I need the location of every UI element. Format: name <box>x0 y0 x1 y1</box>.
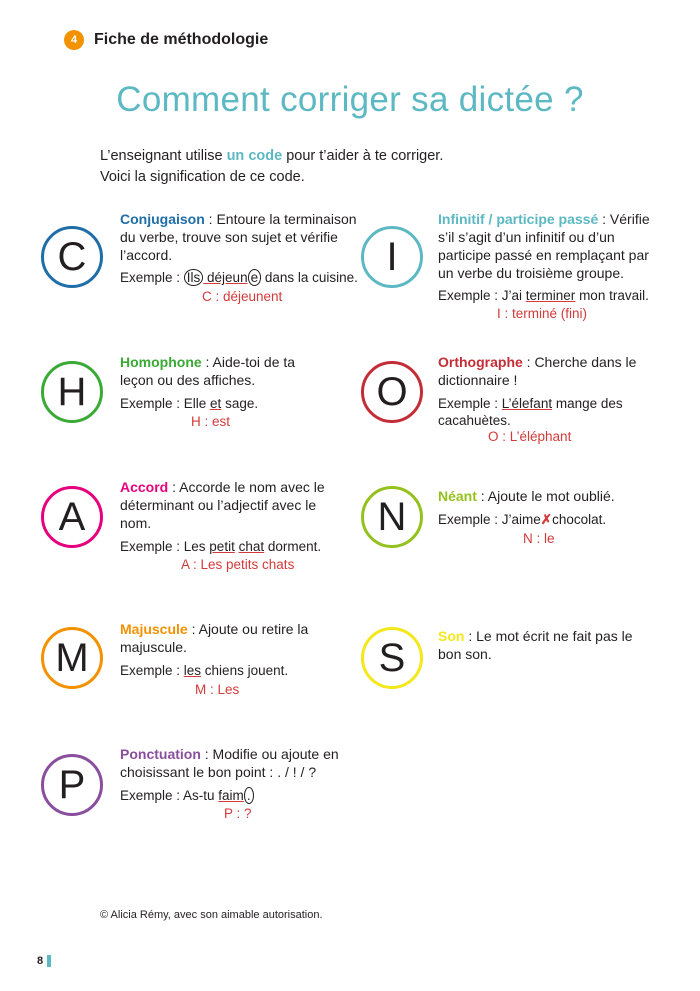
entry-homophone-desc <box>120 353 310 389</box>
page-number-text: 8 <box>37 955 44 967</box>
example-rest: sage. <box>221 396 259 411</box>
underlined-word: et <box>210 396 222 411</box>
example-label: Exemple : <box>120 270 184 285</box>
intro-text <box>100 146 443 188</box>
example-homophone <box>120 395 258 412</box>
desc-infinitif: : Vérifie s’il s’agit d’un infinitif ou d’un participe passé en remplaçant par un verbe du troisième groupe. <box>438 211 650 281</box>
intro-line-2: Voici la signification de ce code. <box>100 169 305 185</box>
underlined-word: chat <box>238 539 265 554</box>
example-label: Exemple : J’aime <box>438 512 541 527</box>
correction-homophone: H : est <box>191 414 231 429</box>
entry-ponctuation-desc <box>120 745 360 781</box>
underlined-word: les <box>183 663 202 678</box>
entry-orthographe-desc <box>438 353 638 389</box>
letter-circle-p: P <box>41 754 103 816</box>
missing-word-mark: ✗ <box>540 512 553 527</box>
page-marker-bar <box>47 955 51 967</box>
letter-circle-c: C <box>41 226 103 288</box>
circled-punctuation: . <box>244 787 254 804</box>
chapter-header <box>64 30 268 50</box>
correction-conjugaison: C : déjeunent <box>202 289 283 304</box>
example-label: Exemple : <box>120 663 184 678</box>
example-rest: mon travail. <box>575 288 649 303</box>
entry-neant-desc <box>438 487 668 505</box>
desc-conjugaison: : Entoure la terminaison du verbe, trouve son sujet et vérifie l’accord. <box>120 211 357 263</box>
example-majuscule <box>120 662 288 679</box>
intro-line-1 <box>100 146 443 167</box>
page-title: Comment corriger sa dictée ? <box>116 80 584 119</box>
credit-note: © Alicia Rémy, avec son aimable autorisation. <box>100 909 323 921</box>
keyword-accord: Accord <box>120 479 169 495</box>
example-label: Exemple : <box>438 396 502 411</box>
correction-accord: A : Les petits chats <box>181 557 295 572</box>
example-infinitif <box>438 287 649 304</box>
example-ponctuation <box>120 787 254 804</box>
page-number <box>37 955 51 967</box>
entry-accord-desc <box>120 478 345 532</box>
keyword-son: Son <box>438 628 465 644</box>
letter-circle-m: M <box>41 627 103 689</box>
correction-infinitif: I : terminé (fini) <box>497 306 588 321</box>
letter-circle-i: I <box>361 226 423 288</box>
keyword-conjugaison: Conjugaison <box>120 211 205 227</box>
desc-son: : Le mot écrit ne fait pas le bon son. <box>438 628 633 662</box>
letter-circle-s: S <box>361 627 423 689</box>
letter-circle-n: N <box>361 486 423 548</box>
example-label: Exemple : Elle <box>120 396 211 411</box>
letter-circle-a: A <box>41 486 103 548</box>
desc-neant: : Ajoute le mot oublié. <box>476 488 615 504</box>
example-label: Exemple : J’ai <box>438 288 526 303</box>
underlined-verb: déjeun <box>203 270 248 285</box>
chapter-number-badge: 4 <box>64 30 84 50</box>
desc-majuscule: : Ajoute ou retire la majuscule. <box>120 621 309 655</box>
letter-circle-o: O <box>361 361 423 423</box>
letter-circle-h: H <box>41 361 103 423</box>
correction-orthographe: O : L’éléphant <box>488 429 572 444</box>
example-accord <box>120 538 321 555</box>
code-highlight: un code <box>226 148 283 164</box>
underlined-word: L’élefant <box>501 396 553 411</box>
example-rest: dorment. <box>264 539 322 554</box>
underlined-word: petit <box>209 539 235 554</box>
keyword-infinitif: Infinitif / participe passé <box>438 211 599 227</box>
keyword-orthographe: Orthographe <box>438 354 523 370</box>
example-rest: dans la cuisine. <box>261 270 358 285</box>
example-orthographe <box>438 395 638 429</box>
example-rest: chocolat. <box>552 512 607 527</box>
intro-line-1-post: pour t’aider à te corriger. <box>282 148 444 164</box>
example-conjugaison <box>120 269 358 286</box>
circled-ending: e <box>248 269 262 286</box>
correction-majuscule: M : Les <box>195 682 240 697</box>
keyword-homophone: Homophone <box>120 354 202 370</box>
underlined-word: terminer <box>525 288 576 303</box>
keyword-neant: Néant <box>438 488 477 504</box>
keyword-ponctuation: Ponctuation <box>120 746 201 762</box>
example-rest: chiens jouent. <box>201 663 289 678</box>
example-label: Exemple : Les <box>120 539 210 554</box>
desc-homophone: : Aide-toi de ta leçon ou des affiches. <box>120 354 296 388</box>
desc-ponctuation: : Modifie ou ajoute en choisissant le bon point : . / ! / ? <box>120 746 339 780</box>
example-label: Exemple : As-tu <box>120 788 219 803</box>
entry-majuscule-desc <box>120 620 320 656</box>
underlined-word: faim <box>218 788 244 803</box>
desc-accord: : Accorde le nom avec le déterminant ou l’adjectif avec le nom. <box>120 479 325 531</box>
circled-subject: Ils <box>184 269 204 286</box>
entry-infinitif-desc <box>438 210 663 282</box>
correction-neant: N : le <box>523 531 555 546</box>
entry-son-desc <box>438 627 638 663</box>
chapter-title: Fiche de méthodologie <box>94 31 269 48</box>
correction-ponctuation: P : ? <box>224 806 252 821</box>
keyword-majuscule: Majuscule <box>120 621 188 637</box>
example-neant <box>438 511 606 528</box>
intro-line-1-pre: L’enseignant utilise <box>100 148 227 164</box>
entry-conjugaison-desc <box>120 210 360 264</box>
desc-orthographe: : Cherche dans le dictionnaire ! <box>438 354 637 388</box>
example-rest: mange des cacahuètes. <box>438 396 623 428</box>
